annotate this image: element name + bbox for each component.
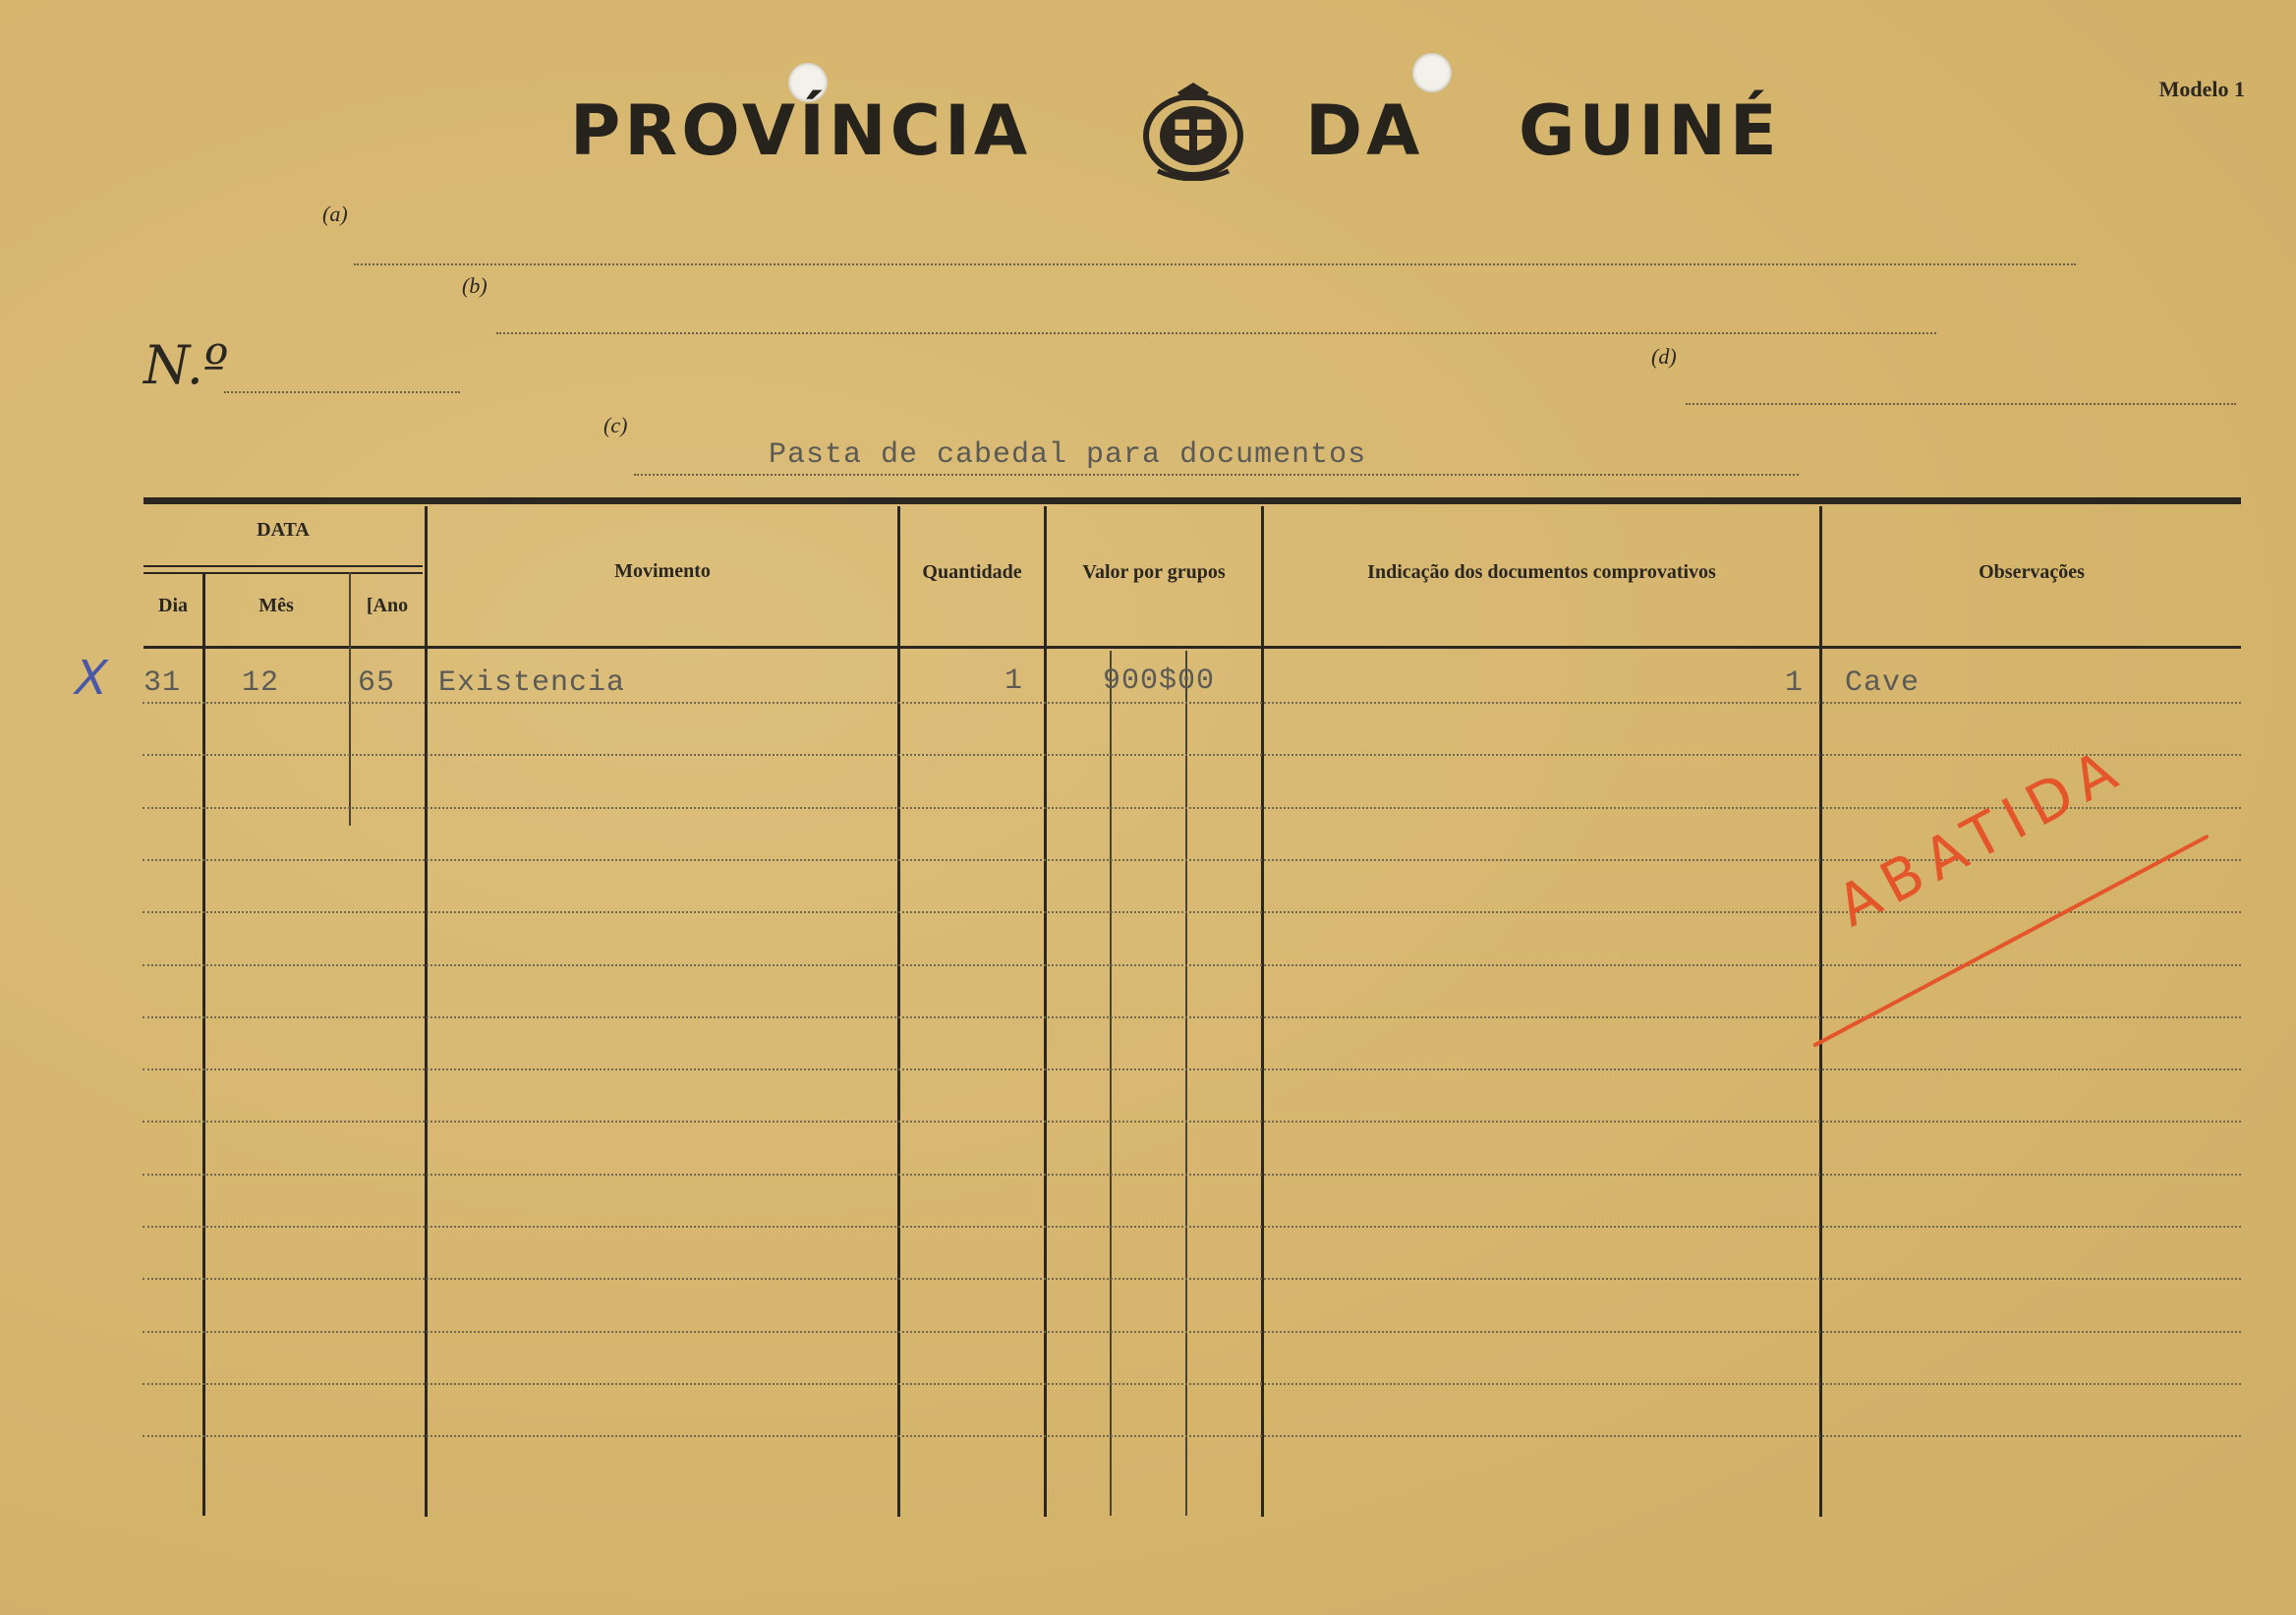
cell-ano: 65: [358, 666, 396, 700]
row-rule: [143, 1435, 2241, 1437]
table-top-rule: [144, 497, 2241, 504]
col-line-movimento-quantidade: [897, 506, 900, 1517]
col-line-mes-ano: [349, 572, 351, 826]
field-b-line[interactable]: [496, 332, 1936, 334]
header-data: DATA: [257, 519, 310, 541]
label-b: (b): [462, 273, 488, 298]
data-header-divider: [144, 565, 423, 567]
cell-quantidade: 1: [1004, 664, 1024, 698]
row-rule: [143, 964, 2241, 966]
label-d: (d): [1651, 344, 1677, 369]
col-line-indicacao-observacoes: [1819, 506, 1822, 1517]
header-movimento: Movimento: [614, 560, 711, 582]
col-line-valor-indicacao: [1261, 506, 1264, 1517]
col-line-valor-group-2: [1185, 651, 1187, 1516]
row-rule: [143, 754, 2241, 756]
row-rule: [143, 1331, 2241, 1333]
coat-of-arms-icon: [1138, 79, 1248, 181]
row-rule: [143, 1068, 2241, 1070]
number-label: N.º: [144, 334, 229, 396]
row-check-mark: X: [69, 651, 113, 706]
field-c-line[interactable]: [634, 474, 1799, 476]
row-rule: [143, 702, 2241, 704]
col-line-data-movimento: [425, 506, 428, 1517]
title-da: DA: [1305, 90, 1424, 171]
col-line-valor-group-1: [1110, 651, 1112, 1516]
table-header-rule: [144, 646, 2241, 649]
data-header-divider-2: [144, 572, 423, 574]
row-rule: [143, 1383, 2241, 1385]
header-quantidade: Quantidade: [922, 561, 1022, 583]
label-c: (c): [603, 413, 628, 437]
cell-observacoes: Cave: [1845, 666, 1921, 700]
label-a: (a): [322, 202, 348, 226]
title-guine: GUINÉ: [1519, 90, 1781, 171]
row-rule: [143, 1016, 2241, 1018]
number-field-line[interactable]: [224, 391, 460, 393]
row-rule: [143, 1121, 2241, 1123]
row-rule: [143, 807, 2241, 809]
col-line-quantidade-valor: [1044, 506, 1047, 1517]
header-observacoes: Observações: [1979, 561, 2085, 583]
cell-mes: 12: [242, 666, 280, 700]
cell-dia: 31: [144, 666, 182, 700]
header-indicacao: Indicação dos documentos comprovativos: [1367, 561, 1716, 583]
title-provincia: PROVÍNCIA: [570, 90, 1032, 171]
header-dia: Dia: [158, 595, 188, 616]
punch-hole-right: [1412, 53, 1452, 92]
cell-indicacao: 1: [1785, 666, 1805, 700]
row-rule: [143, 1174, 2241, 1176]
model-number: Modelo 1: [2158, 77, 2245, 101]
row-rule: [143, 911, 2241, 913]
row-rule: [143, 1278, 2241, 1280]
field-d-line[interactable]: [1686, 403, 2236, 405]
row-rule: [143, 1226, 2241, 1228]
cell-valor: 900$00: [1103, 664, 1216, 698]
cell-movimento: Existencia: [438, 666, 626, 700]
field-a-line[interactable]: [354, 263, 2076, 265]
abatida-stamp: ABATIDA: [1826, 732, 2136, 940]
header-mes: Mês: [258, 595, 294, 616]
col-line-dia-mes: [202, 572, 205, 1516]
header-valor: Valor por grupos: [1082, 561, 1226, 583]
item-description: Pasta de cabedal para documentos: [769, 438, 1367, 472]
header-ano: [Ano: [366, 595, 409, 616]
